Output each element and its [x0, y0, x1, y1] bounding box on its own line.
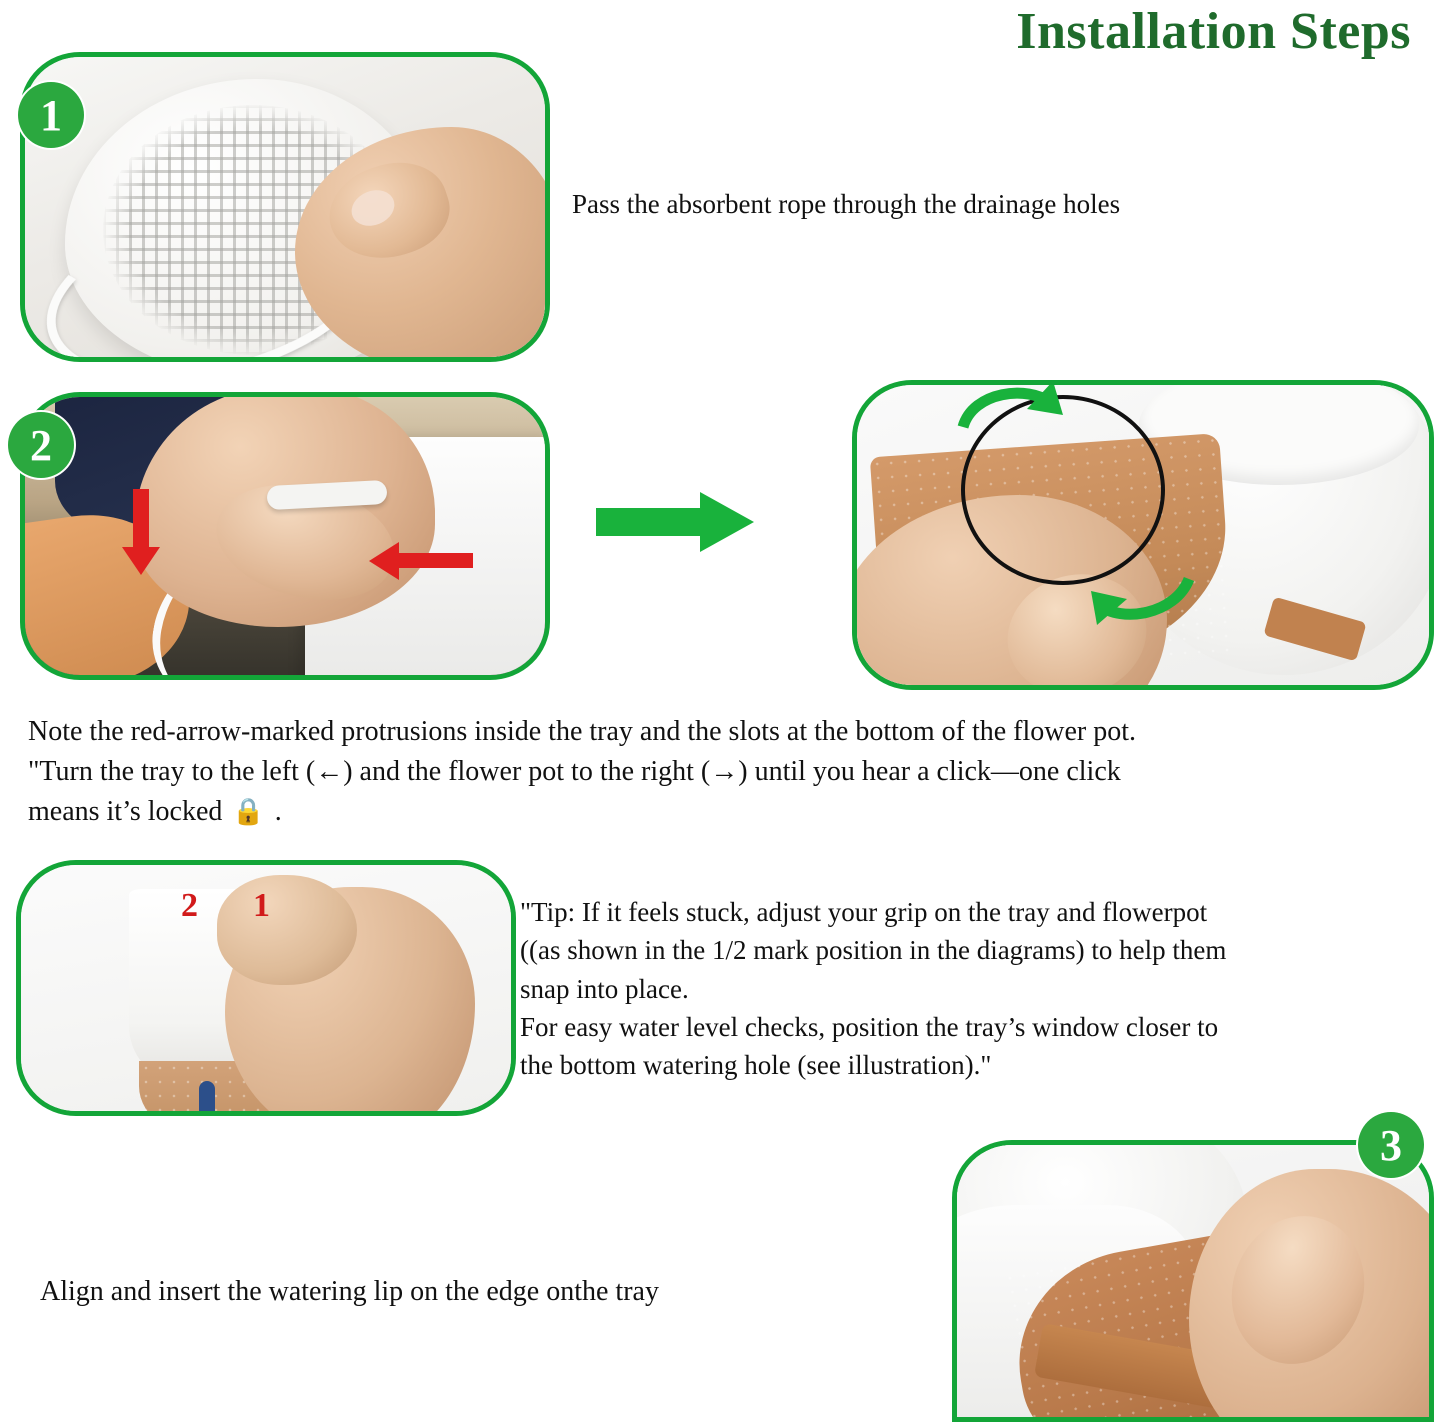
step-1-image: [20, 52, 550, 362]
lock-icon: 🔒: [232, 796, 265, 826]
grip-mark-1: 1: [253, 887, 270, 924]
tip-line-4: For easy water level checks, position the tray’s window closer to: [520, 1011, 1219, 1042]
step-2-badge: 2: [8, 412, 74, 478]
step-2-caption-line-3-tail: .: [274, 795, 282, 827]
green-curved-arrow-down-icon: [1089, 571, 1179, 625]
tip-line-5: the bottom watering hole (see illustration).": [520, 1050, 992, 1081]
page-title: Installation Steps: [1016, 3, 1411, 60]
step-2-caption-line-3: means it’s locked: [28, 795, 223, 827]
step-2-caption: [28, 712, 1428, 831]
photo-grip-1-2-marks: [21, 865, 511, 1111]
step-1-badge: 1: [18, 82, 84, 148]
step-1-caption: Pass the absorbent rope through the drainage holes: [572, 189, 1121, 219]
photo-rope-through-drainage-holes: [25, 57, 545, 357]
tip-line-1: "Tip: If it feels stuck, adjust your grip on the tray and flowerpot: [520, 897, 1208, 927]
step-3-caption: Align and insert the watering lip on the edge onthe tray: [40, 1276, 659, 1307]
step-2-image-left: [20, 392, 550, 680]
step-2-caption-line-1: Note the red-arrow-marked protrusions inside the tray and the slots at the bottom of the flower pot.: [28, 716, 1137, 747]
photo-twist-lock-pot-tray: [857, 385, 1429, 685]
step-2-caption-line-2: "Turn the tray to the left (←) and the flower pot to the right (→) until you hear a click—one click: [28, 755, 1121, 787]
step-3-badge: 3: [1358, 1112, 1424, 1178]
green-right-arrow-icon: [596, 492, 756, 552]
red-left-arrow-icon: [399, 553, 473, 568]
grip-positions-image: [16, 860, 516, 1116]
photo-watering-lip-insert: [957, 1145, 1429, 1417]
step-2-image-right: [852, 380, 1434, 690]
step-3-image: [952, 1140, 1434, 1422]
tip-line-3: snap into place.: [520, 973, 689, 1004]
tip-text: [520, 893, 1435, 1085]
red-down-arrow-icon: [133, 489, 149, 549]
photo-tray-protrusions: [25, 397, 545, 675]
tip-line-2: ((as shown in the 1/2 mark position in the diagrams) to help them: [520, 935, 1227, 966]
grip-mark-2: 2: [181, 887, 198, 924]
green-curved-arrow-up-icon: [953, 381, 1043, 435]
